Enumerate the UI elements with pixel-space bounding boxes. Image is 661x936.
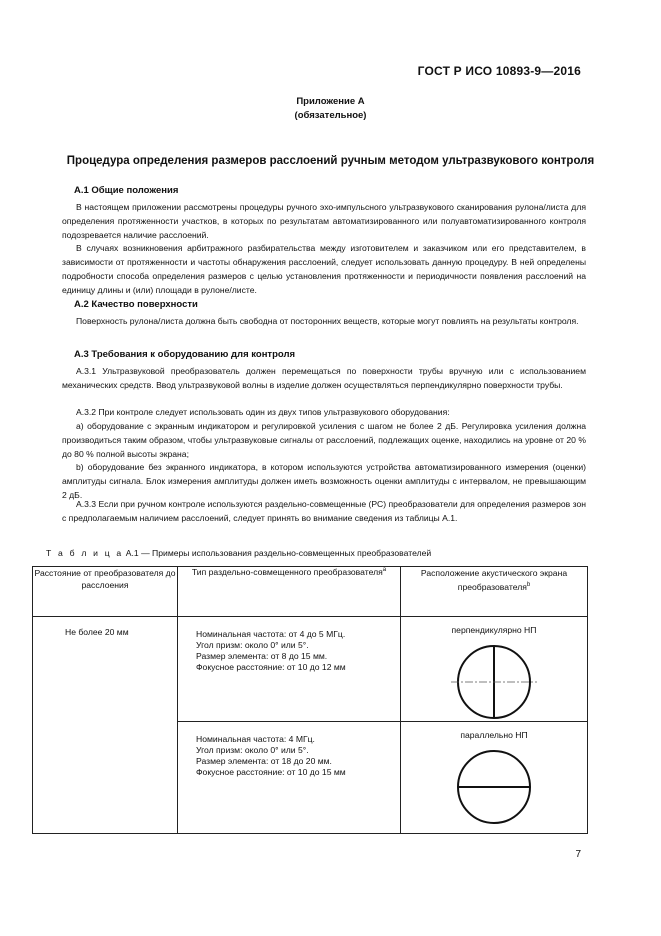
paragraph: а) оборудование с экранным индикатором и регулировкой усиления с шагом не более 2 дБ. Регулировка усиления должна производиться таким образом, чтобы ультразвуковые сигналы от расслоений, подлежащих оценке, находились на уровне от 20 % до 80 % полной высоты экрана; [62,421,586,459]
paragraph: b) оборудование без экранного индикатора, в котором используются устройства автоматизированного измерения (оценки) амплитуды сигнала. Блок измерения амплитуды должен иметь возможность оценки амплитуды с интервалом, не превышающим 2 дБ. [62,462,586,500]
table-caption-text: А.1 — Примеры использования раздельно-совмещенных преобразователей [123,548,432,558]
paragraph: Поверхность рулона/листа должна быть свободна от посторонних веществ, которые могут повлиять на результаты контроля. [76,316,579,326]
table-row [33,617,588,722]
page-number: 7 [575,849,581,860]
spec-focal-distance: Фокусное расстояние: от 10 до 12 мм [196,662,346,672]
annex-title: Приложение А [296,96,365,107]
table-header-row [33,567,588,617]
spec-frequency: Номинальная частота: 4 МГц. [196,734,315,744]
paragraph: В настоящем приложении рассмотрены процедуры ручного эхо-импульсного ультразвукового сканирования рулона/листа для определения протяженности участков, в которых по результатам автоматизированного или полуавтоматизированного контроля подозревается наличие расслоений. [62,202,586,240]
footnote-mark-a: a [382,567,387,574]
header-screen-text: Расположение акустического экрана преобразователя [420,568,568,592]
table-caption-prefix: Т а б л и ц а [46,548,124,558]
header-distance [33,567,178,617]
transducer-perpendicular-icon [449,643,539,721]
paragraph: В случаях возникновения арбитражного разбирательства между изготовителем и заказчиком или его представителем, в зависимости от протяженности и частоты обнаружения расслоений, следует использовать данную процедуру. В ней определены подробности способа определения размеров с целью установления протяженности и периодичности появления расслоений на единицу длины и (или) площади в рулоне/листе. [62,243,586,295]
annex-status: (обязательное) [294,110,367,121]
footnote-mark-b: b [526,582,531,588]
document-title: Процедура определения размеров расслоений ручным методом ультразвукового контроля [66,155,595,167]
spec-prism-angle: Угол призм: около 0° или 5°. [196,640,309,650]
spec-element-size: Размер элемента: от 8 до 15 мм. [196,651,328,661]
paragraph: А.3.3 Если при ручном контроле используются раздельно-совмещенные (РС) преобразователи для определения размеров зон с предполагаемым наличием расслоений, следует принять во внимание сведения из таблицы А.1. [62,499,586,523]
header-type [178,567,401,617]
spec-prism-angle: Угол призм: около 0° или 5°. [196,745,309,755]
header-distance-text: Расстояние от преобразователя до расслоения [34,568,176,590]
screen-cell [401,722,588,834]
screen-cell [401,617,588,722]
spec-cell [178,617,401,722]
section-heading-a2: А.2 Качество поверхности [74,299,198,310]
screen-label: перпендикулярно НП [451,625,537,635]
spec-frequency: Номинальная частота: от 4 до 5 МГц. [196,629,346,639]
section-heading-a1: А.1 Общие положения [74,185,179,196]
standard-header: ГОСТ Р ИСО 10893-9—2016 [417,64,581,78]
transducer-parallel-icon [449,748,539,826]
header-screen [401,567,588,617]
distance-cell [33,617,178,834]
table-caption [46,548,431,558]
distance-value: Не более 20 мм [65,627,129,637]
paragraph: А.3.1 Ультразвуковой преобразователь должен перемещаться по поверхности трубы вручную или с использованием механических средств. Ввод ультразвуковой волны в изделие должен осуществляться перпендикулярно поверхности трубы. [62,366,586,390]
paragraph: А.3.2 При контроле следует использовать один из двух типов ультразвукового оборудования: [76,407,450,417]
spec-cell [178,722,401,834]
transducer-table [32,566,588,834]
section-heading-a3: А.3 Требования к оборудованию для контроля [74,349,296,360]
header-type-text: Тип раздельно-совмещенного преобразователя [191,567,383,577]
spec-focal-distance: Фокусное расстояние: от 10 до 15 мм [196,767,346,777]
screen-label: параллельно НП [460,730,528,740]
spec-element-size: Размер элемента: от 18 до 20 мм. [196,756,332,766]
